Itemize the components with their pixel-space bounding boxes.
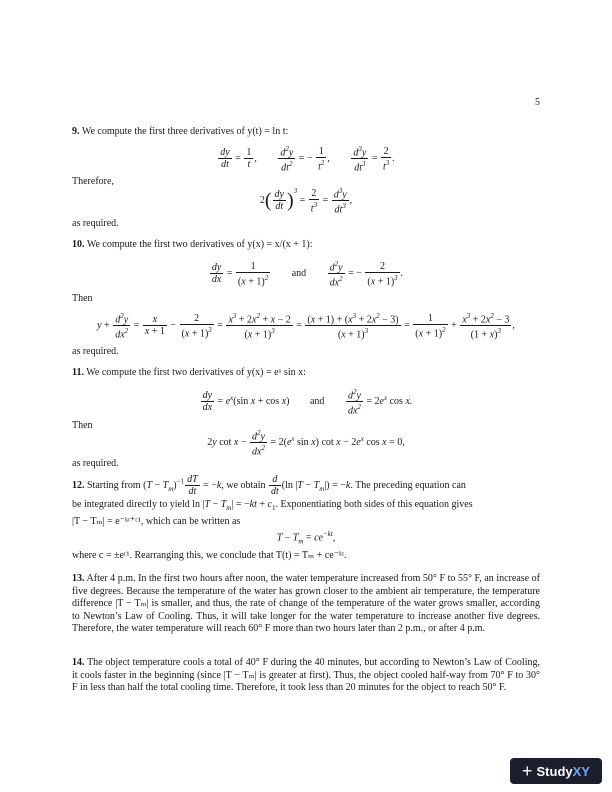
problem-10-number: 10.: [72, 239, 85, 250]
and-10: and: [291, 268, 307, 280]
and-11: and: [309, 396, 325, 408]
logo-xy: XY: [572, 763, 590, 779]
problem-9-text: We compute the first three derivatives of y(t) = ln t:: [81, 126, 289, 137]
equation-11b: 2y cot x − $\frac{d^2y}{dx^2}$ = $2(e^x$ sin x) $\cot x - 2e^x$ cos x = 0,: [207, 429, 405, 458]
problem-11-text: We compute the first two derivatives of y(x) = eˣ sin x:: [86, 367, 306, 378]
equation-10b: y + $\frac{d^2y}{dx^2}$ = $\frac{x}{x + 1}$ − $\frac{2}{(x + 1)^3}$ = $\frac{x^3 + 2x^2 + x - 2}{(x + 1)^3}$ = $\frac{(x + 1) + (x^3 + 2x^2 - 3)}{(x + 1)^3}$ = $\frac{1}{(x + 1)^2}$ + $\frac{x^3 + 2x^2 - 3}{(1 + x)^3}$ ,: [97, 312, 515, 341]
problem-10-text: We compute the first two derivatives of y(x) = x/(x + 1):: [86, 239, 313, 250]
problem-12-line3: |T − Tₘ| = e⁻ᵏᵗ⁺ᶜ¹, which can be written as: [72, 516, 241, 528]
problem-11-then: Then: [72, 420, 93, 431]
problem-14-number: 14.: [72, 657, 85, 668]
problem-11-number: 11.: [72, 367, 84, 378]
studyxy-logo: [510, 758, 602, 784]
problem-13-text: After 4 p.m. In the first two hours after noon, the water temperature increased from 50° F to 55° F, an increase of five degrees. Because the temperature of the water has grown closer to the ambient air temperature, the temperature difference |T − Tₘ| is smaller, and thus, the rate of change of the temperature of the water grows smaller, according to Newton’s Law of Cooling. Thus, it will take longer for the water temperature to increase another five degrees. Therefore, the water temperature will reach 60° F more than two hours later than 2 p.m., or after 4 p.m.: [72, 573, 540, 635]
problem-9-intro: [72, 126, 540, 139]
problem-13: [72, 573, 540, 636]
problem-13-number: 13.: [72, 573, 85, 584]
page-number: 5: [535, 97, 540, 108]
plus-icon: +: [522, 760, 533, 781]
problem-9-number: 9.: [72, 126, 80, 137]
problem-14-text: The object temperature cools a total of 40° F during the 40 minutes, but according to Newton’s Law of Cooling, it cools faster in the beginning (since |T − Tₘ| is greater at first). Thus, the object cooled half-way from 70° F to 30° F in less than half the total cooling time. Therefore, it took less than 20 minutes for the object to reach 50° F.: [72, 657, 540, 694]
problem-10-as-required: as required.: [72, 346, 119, 357]
problem-14: [72, 657, 540, 695]
problem-12-after: where c = ±eᶜ¹. Rearranging this, we conclude that T(t) = Tₘ + ce⁻ᵏᵗ.: [72, 550, 347, 561]
problem-11-intro: [72, 367, 540, 380]
problem-10-then: Then: [72, 293, 93, 304]
problem-10-intro: [72, 239, 540, 252]
equation-10a: $\frac{dy}{dx}$ = $\frac{1}{(x + 1)^2}$ and $\frac{d^2y}{dx^2}$ = − $\frac{2}{(x + 1)^3}$ .: [211, 260, 404, 289]
equation-11a: $\frac{dy}{dx}$ = $e^x(\sin$ x + cos x) and $\frac{d^2y}{dx^2}$ = $2e^x$ cos x.: [202, 388, 413, 417]
equation-12: $T - T_m = ce^{-kt}$,: [276, 530, 336, 546]
problem-12-number: 12.: [72, 479, 85, 491]
logo-study: Study: [536, 763, 573, 779]
problem-12-body: 12. Starting from $(T - T_m)^{-1}$ $\frac{dT}{dt}$ = −k, we obtain $\frac{d}{dt}$ (ln $|T - T_m|) = -k$. The preceding equation can be integrated directly to yield $\ln |T - T_m| = -kt + c_1$. Exponentiating both sides of this equation gives |T − Tₘ| = e⁻ᵏᵗ⁺ᶜ¹, which can be written as: [72, 474, 540, 528]
equation-9b: 2( $\frac{dy}{dt}$ )$^3$ = $\frac{2}{t^3}$ = $\frac{d^3y}{dt^3}$ ,: [259, 187, 353, 216]
problem-9-therefore: Therefore,: [72, 176, 114, 187]
equation-9a: $\frac{dy}{dt}$ = $\frac{1}{t}$ , $\frac{d^2y}{dt^2}$ = − $\frac{1}{t^2}$ , $\frac{d^3y}{dt^3}$ = $\frac{2}{t^3}$ .: [220, 145, 395, 174]
problem-11-as-required: as required.: [72, 458, 119, 469]
problem-9-as-required: as required.: [72, 218, 119, 229]
